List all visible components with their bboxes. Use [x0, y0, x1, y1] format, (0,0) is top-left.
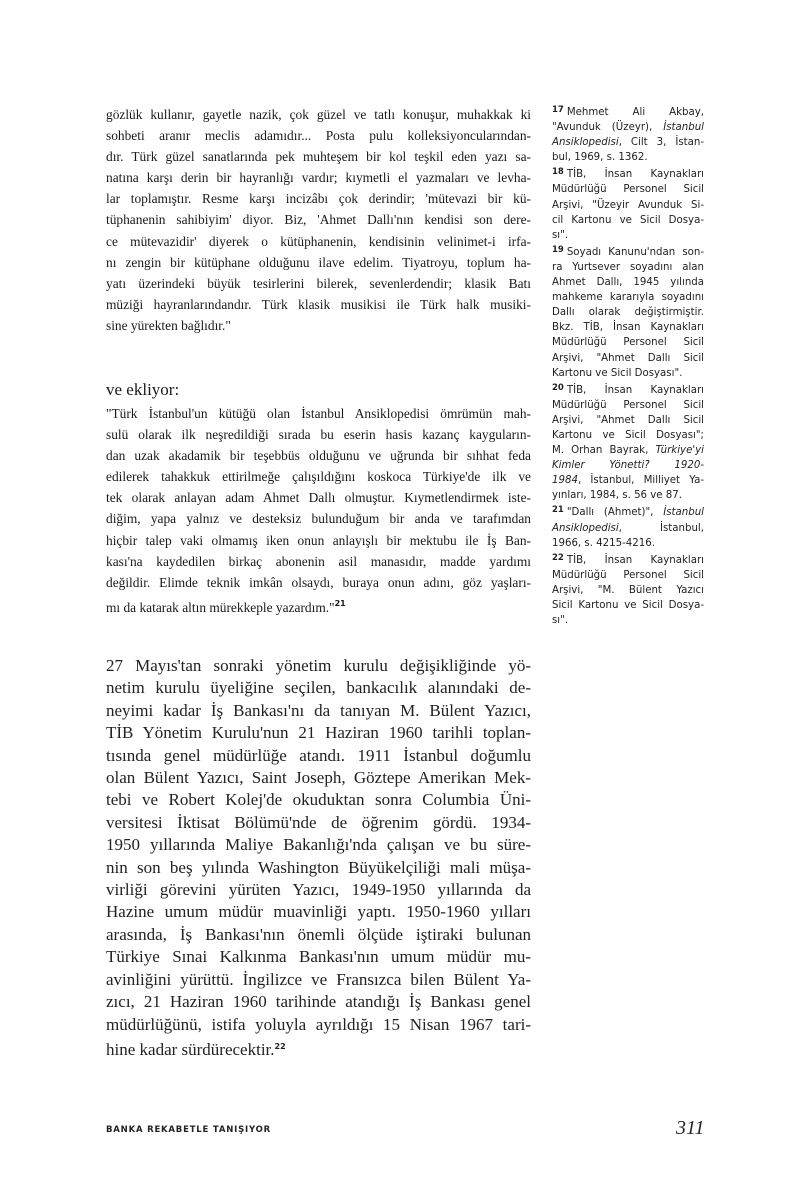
footnote-line: Arşivi, "Üzeyir Avunduk Si-: [552, 199, 704, 211]
footnote-line: Arşivi, "Ahmet Dallı Sicil: [552, 414, 704, 426]
text-line: hine kadar sürdürecektir.$^{22}$: [106, 1039, 286, 1059]
italic-title: Ansiklopedisi: [552, 522, 619, 534]
footnote-22: [552, 551, 704, 628]
italic-title: Kimler Yönetti? 1920-: [552, 460, 704, 472]
text-line: avinliğini yürüttü. İngilizce ve Fransızca bilen Bülent Ya-: [106, 969, 531, 989]
footnote-line: $^{20}$ TİB, İnsan Kaynakları: [552, 382, 704, 396]
text-line: tısında genel müdürlüğe atandı. 1911 İstanbul doğumlu: [106, 745, 531, 765]
footnote-number: 20: [552, 382, 564, 393]
quote-paragraph-2: [106, 403, 531, 618]
footnote-line: $^{17}$ Mehmet Ali Akbay,: [552, 105, 704, 118]
italic-title: Ansiklopedisi: [552, 137, 619, 149]
footnote-21: [552, 503, 704, 550]
running-title: BANKA REKABETLE TANIŞIYOR: [106, 1125, 271, 1135]
footnote-line: bul, 1969, s. 1362.: [552, 152, 648, 164]
text-line: netim kurulu üyeliğine seçilen, bankacılık alanındaki de-: [106, 678, 531, 698]
text-line: edilerek tahakkuk ettirilmeğe çalışıldığını koskoca Türkiye'de ilk ve: [106, 469, 531, 485]
footnote-line: Sicil Kartonu ve Sicil Dosya-: [552, 600, 704, 611]
text-line: 1950 yıllarında Maliye Bakanlığı'nda çalışan ve bu süre-: [106, 835, 531, 855]
footnote-line: 1966, s. 4215-4216.: [552, 537, 655, 549]
quote-paragraph-1: [106, 104, 531, 336]
footnote-line: Müdürlüğü Personel Sicil: [552, 569, 704, 581]
footnote-line: $^{21}$ "Dallı (Ahmet)", İstanbul: [552, 505, 704, 519]
text-line: dır. Türk güzel sanatlarında pek muhteşem bir kol teşkil eden yazı sa-: [106, 149, 531, 165]
footnote-line: [552, 458, 704, 473]
italic-title: Türkiye'yi: [655, 445, 704, 457]
text-line: nı zengin bir kütüphane olduğunu ilave edelim. Tiyatroyu, toplum ha-: [106, 254, 531, 270]
footnote-line: ra Yurtsever soyadını alan: [552, 261, 704, 273]
text-line: TİB Yönetim Kurulu'nun 21 Haziran 1960 tarihli toplan-: [106, 723, 531, 743]
footnote-line: sı".: [552, 229, 569, 241]
text-line: natına karşı derin bir hayranlığı vardır; kıymetli el yazmaları ve levha-: [106, 170, 531, 186]
footnote-line: cil Kartonu ve Sicil Dosya-: [552, 214, 704, 226]
text-line: mı da katarak altın mürekkeple yazardım."$^{21}$: [106, 598, 346, 615]
footnote-reference[interactable]: 22: [274, 1041, 286, 1051]
footnote-number: 19: [552, 244, 564, 255]
footnotes-column: [552, 103, 704, 628]
footnote-line: Arşivi, "M. Bülent Yazıcı: [552, 584, 704, 596]
text-line: sohbeti aranır meclis adamıdır... Posta pulu kolleksiyoncularından-: [106, 128, 531, 144]
text-line: virliği görevini yürüten Yazıcı, 1949-1950 yıllarında da: [106, 880, 531, 900]
footnote-line: 1984, İstanbul, Milliyet Ya-: [552, 475, 704, 487]
body-paragraph: [106, 655, 531, 1061]
text-line: Türkiye Sınai Kalkınma Bankası'nın umum müdür mu-: [106, 947, 531, 967]
footnote-line: Müdürlüğü Personel Sicil: [552, 399, 704, 411]
text-line: versitesi İktisat Bölümü'nde de öğrenim gördü. 1934-: [106, 812, 531, 832]
footnote-17: [552, 103, 704, 165]
footnote-reference[interactable]: 21: [334, 598, 346, 608]
text-line: sulü olarak ilk neşredildiği sırada bu eserin hasis kazanç kayguların-: [106, 427, 531, 443]
footnote-line: yınları, 1984, s. 56 ve 87.: [552, 490, 683, 502]
italic-title: İstanbul: [663, 122, 704, 134]
text-line: 27 Mayıs'tan sonraki yönetim kurulu değişikliğinde yö-: [106, 656, 531, 675]
text-line: tek olarak anlayan adam Ahmet Dallı olmuştur. Kıymetlendirmek iste-: [106, 490, 531, 506]
text-line: yatı üzerindeki büyük tesirlerini bilerek, sevenlerdendir; klasik Batı: [106, 275, 531, 291]
text-line: diğim, yapa yalnız ve desteksiz bulunduğum bir anda ve tarafımdan: [106, 511, 531, 527]
footnote-18: [552, 165, 704, 242]
text-line: neyimi kadar İş Bankası'nı da tanıyan M. Bülent Yazıcı,: [106, 700, 531, 720]
text-line: arasında, İş Bankası'nın önemli ölçüde iştiraki bulunan: [106, 924, 531, 944]
footnote-line: Ansiklopedisi, İstanbul,: [552, 522, 704, 534]
footnote-19: [552, 243, 704, 381]
text-line: olan Bülent Yazıcı, Saint Joseph, Göztepe Amerikan Mek-: [106, 768, 531, 788]
footnote-20: [552, 381, 704, 504]
footnote-line: $^{19}$ Soyadı Kanunu'ndan son-: [552, 244, 704, 258]
footnote-line: Müdürlüğü Personel Sicil: [552, 184, 704, 196]
text-line: Hazine umum müdür muavinliği yaptı. 1950-1960 yılları: [106, 902, 531, 922]
footnote-line: Müdürlüğü Personel Sicil: [552, 337, 704, 349]
text-line: "Türk İstanbul'un kütüğü olan İstanbul Ansiklopedisi ömrümün mah-: [106, 406, 531, 421]
text-line: sine yürekten bağlıdır.": [106, 317, 231, 333]
footnote-line: $^{18}$ TİB, İnsan Kaynakları: [552, 167, 704, 181]
text-line: kası'na kaydedilen birkaç abonenin asil manasıdır, madde yardımı: [106, 553, 531, 569]
footnote-line: mahkeme kararıyla soyadını: [552, 292, 704, 304]
text-line: hiçbir talep vaki olmamış iken onun anlayışlı bir mektubu ile İş Ban-: [106, 532, 531, 548]
subheading-ve-ekliyor: ve ekliyor:: [106, 380, 180, 399]
footnote-number: 21: [552, 505, 564, 516]
footnote-line: "Avunduk (Üzeyr), İstanbul: [552, 122, 704, 134]
text-line: nin son beş yılında Washington Büyükelçiliği mali müşa-: [106, 857, 531, 877]
text-line: zıcı, 21 Haziran 1960 tarihinde atandığı İş Bankası genel: [106, 992, 531, 1012]
footnote-line: Dallı olarak değiştirmiştir.: [552, 307, 704, 319]
footnote-line: sı".: [552, 615, 569, 627]
footnote-line: Kartonu ve Sicil Dosyası";: [552, 429, 704, 441]
text-line: tüphanenin sahibiyim' diyor. Biz, 'Ahmet Dallı'nın kendisi son dere-: [106, 212, 531, 228]
text-line: gözlük kullanır, gayetle nazik, çok güzel ve tatlı konuşur, muhakkak ki: [106, 107, 531, 122]
footnote-number: 17: [552, 105, 564, 115]
footnote-line: $^{22}$ TİB, İnsan Kaynakları: [552, 552, 704, 566]
page-number: 311: [676, 1117, 705, 1139]
text-line: müziği hayranlarındandır. Türk klasik musikisi ile Türk halk musiki-: [106, 296, 531, 312]
text-line: lar toplamıştır. Resme karşı incizâbı çok derindir; 'mütevazi bir kü-: [106, 191, 531, 207]
footnote-line: Arşivi, "Ahmet Dallı Sicil: [552, 352, 704, 364]
footnote-number: 22: [552, 552, 564, 563]
italic-title: İstanbul: [663, 507, 704, 519]
footnote-line: M. Orhan Bayrak, Türkiye'yi: [552, 445, 704, 457]
footnote-line: Kartonu ve Sicil Dosyası".: [552, 367, 683, 379]
text-line: müdürlüğünü, istifa yoluyla ayrıldığı 15 Nisan 1967 tari-: [106, 1014, 531, 1034]
footnote-number: 18: [552, 167, 564, 178]
italic-title: 1984: [552, 475, 578, 487]
text-line: dan uzak akadamik bir teşebbüs olduğunu ve uğrunda bir sıhhat feda: [106, 448, 531, 464]
footnote-line: Bkz. TİB, İnsan Kaynakları: [552, 322, 704, 334]
text-line: ce mütevazidir' diyerek o kütüphanenin, kendisinin velinimet-i irfa-: [106, 233, 531, 249]
text-line: değildir. Elimde teknik imkân olsaydı, buraya onun adını, göz yaşları-: [106, 574, 531, 590]
footnote-line: Ahmet Dallı, 1945 yılında: [552, 277, 704, 289]
footnote-line: Ansiklopedisi, Cilt 3, İstan-: [552, 137, 704, 149]
text-line: tebi ve Robert Kolej'de okuduktan sonra Columbia Üni-: [106, 790, 531, 810]
